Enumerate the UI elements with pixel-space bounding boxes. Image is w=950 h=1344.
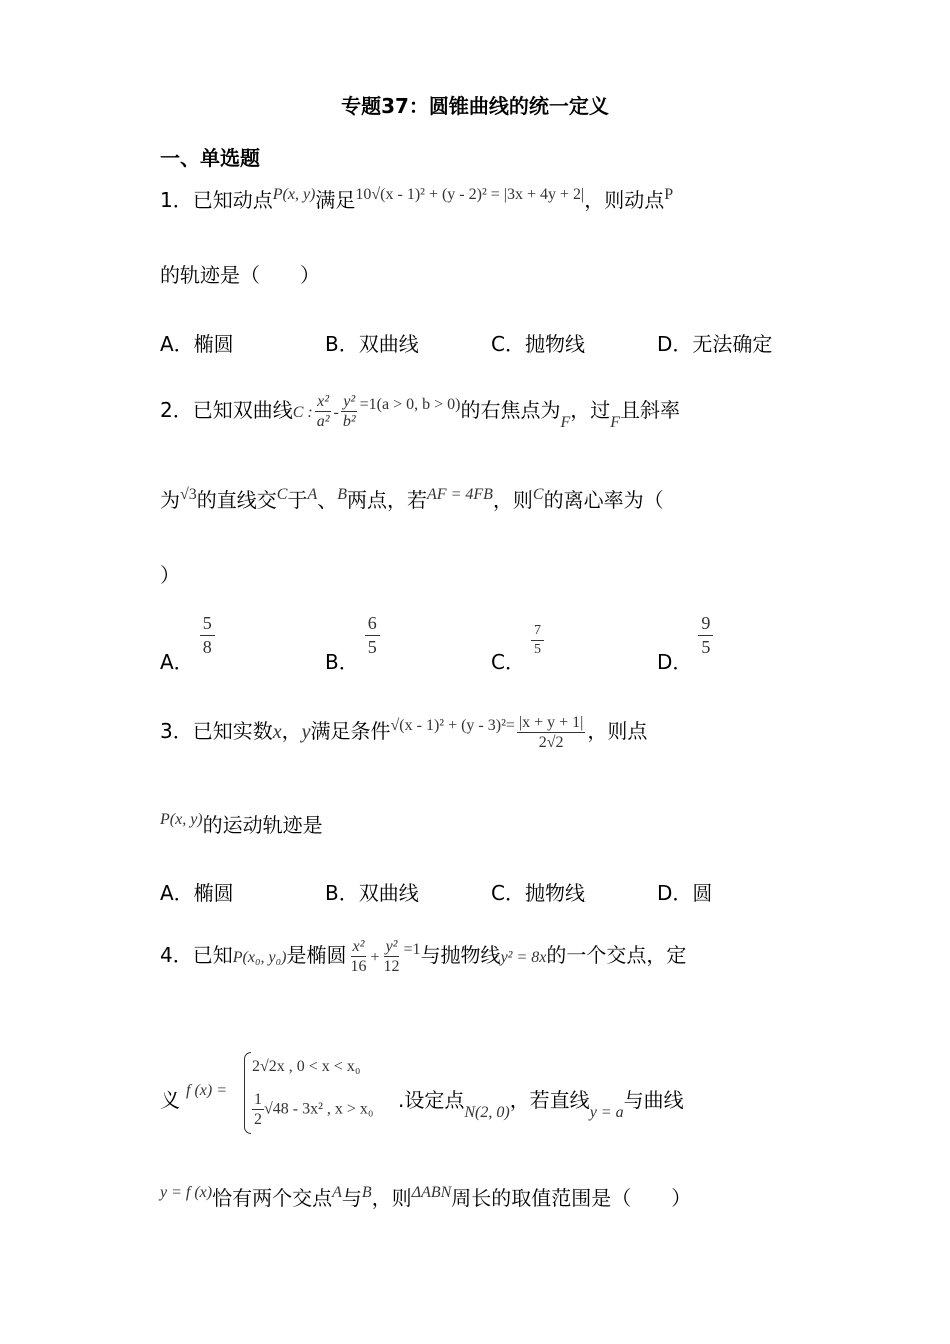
q2-minus: -: [333, 404, 339, 421]
question-4-line-3: [160, 1184, 692, 1210]
q2-option-a-fraction: $\frac{5}{8}$: [200, 612, 215, 658]
q3-math-lhs: √(x - 1)² + (y - 3)²: [390, 717, 506, 734]
q3-comma: ，: [281, 719, 302, 743]
q4-math-point: P(x₀, y₀): [232, 949, 287, 966]
q4-text: 已知: [192, 943, 233, 967]
q2-option-d-fraction: $\frac{9}{5}$: [698, 612, 713, 658]
q4-half-fraction: $\frac{1}{2}$: [254, 1091, 262, 1129]
q3-text: 已知实数: [192, 719, 273, 743]
q2-text: ，则: [492, 488, 533, 512]
question-2-line-2: [160, 486, 664, 512]
q4-math-ya: y = a: [589, 1104, 624, 1121]
q2-math-c: C :: [292, 404, 313, 421]
q3-var-y: y: [301, 721, 311, 743]
section-heading: 一、单选题: [160, 146, 260, 170]
q2-option-c-fraction: $\frac{7}{5}$: [531, 622, 544, 658]
q4-math-n: N(2, 0): [464, 1104, 510, 1121]
q3-text: ，则点: [587, 719, 648, 743]
question-4-line-2: [160, 1090, 180, 1110]
q4-text: ，若直线: [509, 1088, 590, 1112]
q2-text: 的右焦点为: [460, 398, 561, 422]
q2-option-b: B． $\frac{6}{5}$: [325, 612, 380, 658]
question-3-line-1: [160, 706, 647, 759]
question-1-line-1: [160, 186, 674, 212]
q3-math-point: P(x, y): [160, 811, 203, 828]
q1-math-point: P(x, y): [272, 186, 316, 203]
q3-option-c: C．抛物线: [491, 881, 585, 905]
q4-text: 与抛物线: [420, 943, 501, 967]
q3-equals: =: [505, 717, 515, 734]
q4-fraction-y: $\frac{\text{y²}}{12}$: [383, 937, 400, 975]
q4-text: 恰有两个交点: [212, 1186, 333, 1210]
q3-var-x: x: [272, 721, 282, 743]
q2-option-d: D． $\frac{9}{5}$: [657, 612, 713, 658]
q2-math-b: B: [337, 486, 348, 503]
q1-math-p: P: [664, 186, 674, 203]
q2-fraction-x: $\frac{\text{x²}}{\text{a²}}$: [316, 392, 330, 430]
q4-plus: +: [370, 949, 380, 966]
q4-text: 义: [160, 1088, 180, 1112]
q2-text: 于: [287, 488, 308, 512]
q2-number: 2．: [160, 398, 193, 422]
q4-math-a: A: [332, 1184, 342, 1201]
q2-math-c: C: [276, 486, 288, 503]
q2-math-vector: AF = 4FB: [427, 486, 493, 503]
q2-option-a: A． $\frac{5}{8}$: [160, 612, 215, 658]
q1-math-condition: 10√(x - 1)² + (y - 2)² = |3x + 4y + 2|: [355, 186, 585, 203]
q2-math-a: A: [307, 486, 318, 503]
q4-text: 的一个交点，定: [546, 943, 687, 967]
q4-piecewise-brace: [244, 1052, 251, 1134]
q4-math-parabola: y² = 8x: [500, 949, 547, 966]
q3-number: 3．: [160, 719, 193, 743]
q1-option-a: A．椭圆: [160, 332, 234, 356]
q2-text: 为: [160, 488, 180, 512]
q2-text: 的直线交: [196, 488, 277, 512]
q2-text: 、: [317, 488, 338, 512]
q4-text: 是椭圆: [286, 943, 347, 967]
q4-text: 与: [341, 1186, 362, 1210]
q4-fraction-x: $\frac{\text{x²}}{16}$: [350, 937, 367, 975]
q2-math-c: C: [532, 486, 544, 503]
q4-math-yfx: y = f (x): [160, 1184, 213, 1201]
q2-fraction-y: $\frac{\text{y²}}{\text{b²}}$: [342, 392, 356, 430]
question-1-line-2: [160, 265, 320, 285]
q2-text: 且斜率: [620, 398, 681, 422]
q3-text: 的运动轨迹是: [202, 813, 323, 837]
q2-text: 已知双曲线: [192, 398, 293, 422]
page-title: 专题37：圆锥曲线的统一定义: [341, 94, 609, 118]
q3-text: 满足条件: [310, 719, 391, 743]
q3-fraction-rhs: $\frac{|x + y + 1|}{2√2}$: [518, 713, 584, 751]
q1-text: 已知动点: [192, 188, 273, 212]
q2-math-rest: =1(a > 0, b > 0): [359, 396, 461, 413]
q2-math-sqrt3: √3: [180, 486, 197, 503]
q1-option-c: C．抛物线: [491, 332, 585, 356]
q4-piecewise-case-2: $\frac{1}{2}$ √48 - 3x² , x > x₀: [254, 1091, 374, 1129]
q4-text: 与曲线: [623, 1088, 684, 1112]
question-3-line-2: [160, 811, 323, 837]
q3-option-a: A．椭圆: [160, 881, 234, 905]
q4-math-triangle: ΔABN: [411, 1184, 452, 1201]
q2-math-f: F: [610, 414, 621, 431]
question-2-line-3: [160, 565, 180, 585]
q1-option-d: D．无法确定: [657, 332, 773, 356]
q4-number: 4．: [160, 943, 193, 967]
q1-option-b: B．双曲线: [325, 332, 419, 356]
q2-text: ，过: [570, 398, 611, 422]
q2-text: 的离心率为（: [543, 488, 664, 512]
question-4-line-2-rest: [398, 1088, 684, 1121]
q1-text: 的轨迹是（ ）: [160, 263, 320, 287]
q2-option-c: C． $\frac{7}{5}$: [491, 612, 544, 658]
q4-text: .设定点: [398, 1088, 465, 1112]
q4-text: 周长的取值范围是（ ）: [451, 1186, 692, 1210]
q1-text: 满足: [315, 188, 356, 212]
q4-math-b: B: [361, 1184, 372, 1201]
q4-equals-one: =1: [403, 941, 421, 958]
q2-text: 两点，若: [347, 488, 428, 512]
q4-math-fx: f (x) =: [186, 1082, 227, 1099]
question-4-line-1: [160, 930, 686, 983]
q3-option-b: B．双曲线: [325, 881, 419, 905]
question-2-line-1: [160, 385, 680, 438]
q2-option-b-fraction: $\frac{6}{5}$: [365, 612, 380, 658]
q3-option-d: D．圆: [657, 881, 713, 905]
q4-piecewise-case-1: 2√2x , 0 < x < x₀: [252, 1058, 361, 1075]
q1-text: ，则动点: [584, 188, 665, 212]
q2-text: ）: [160, 563, 180, 587]
q2-math-f: F: [560, 414, 571, 431]
q1-number: 1．: [160, 188, 193, 212]
q4-text: ，则: [371, 1186, 412, 1210]
